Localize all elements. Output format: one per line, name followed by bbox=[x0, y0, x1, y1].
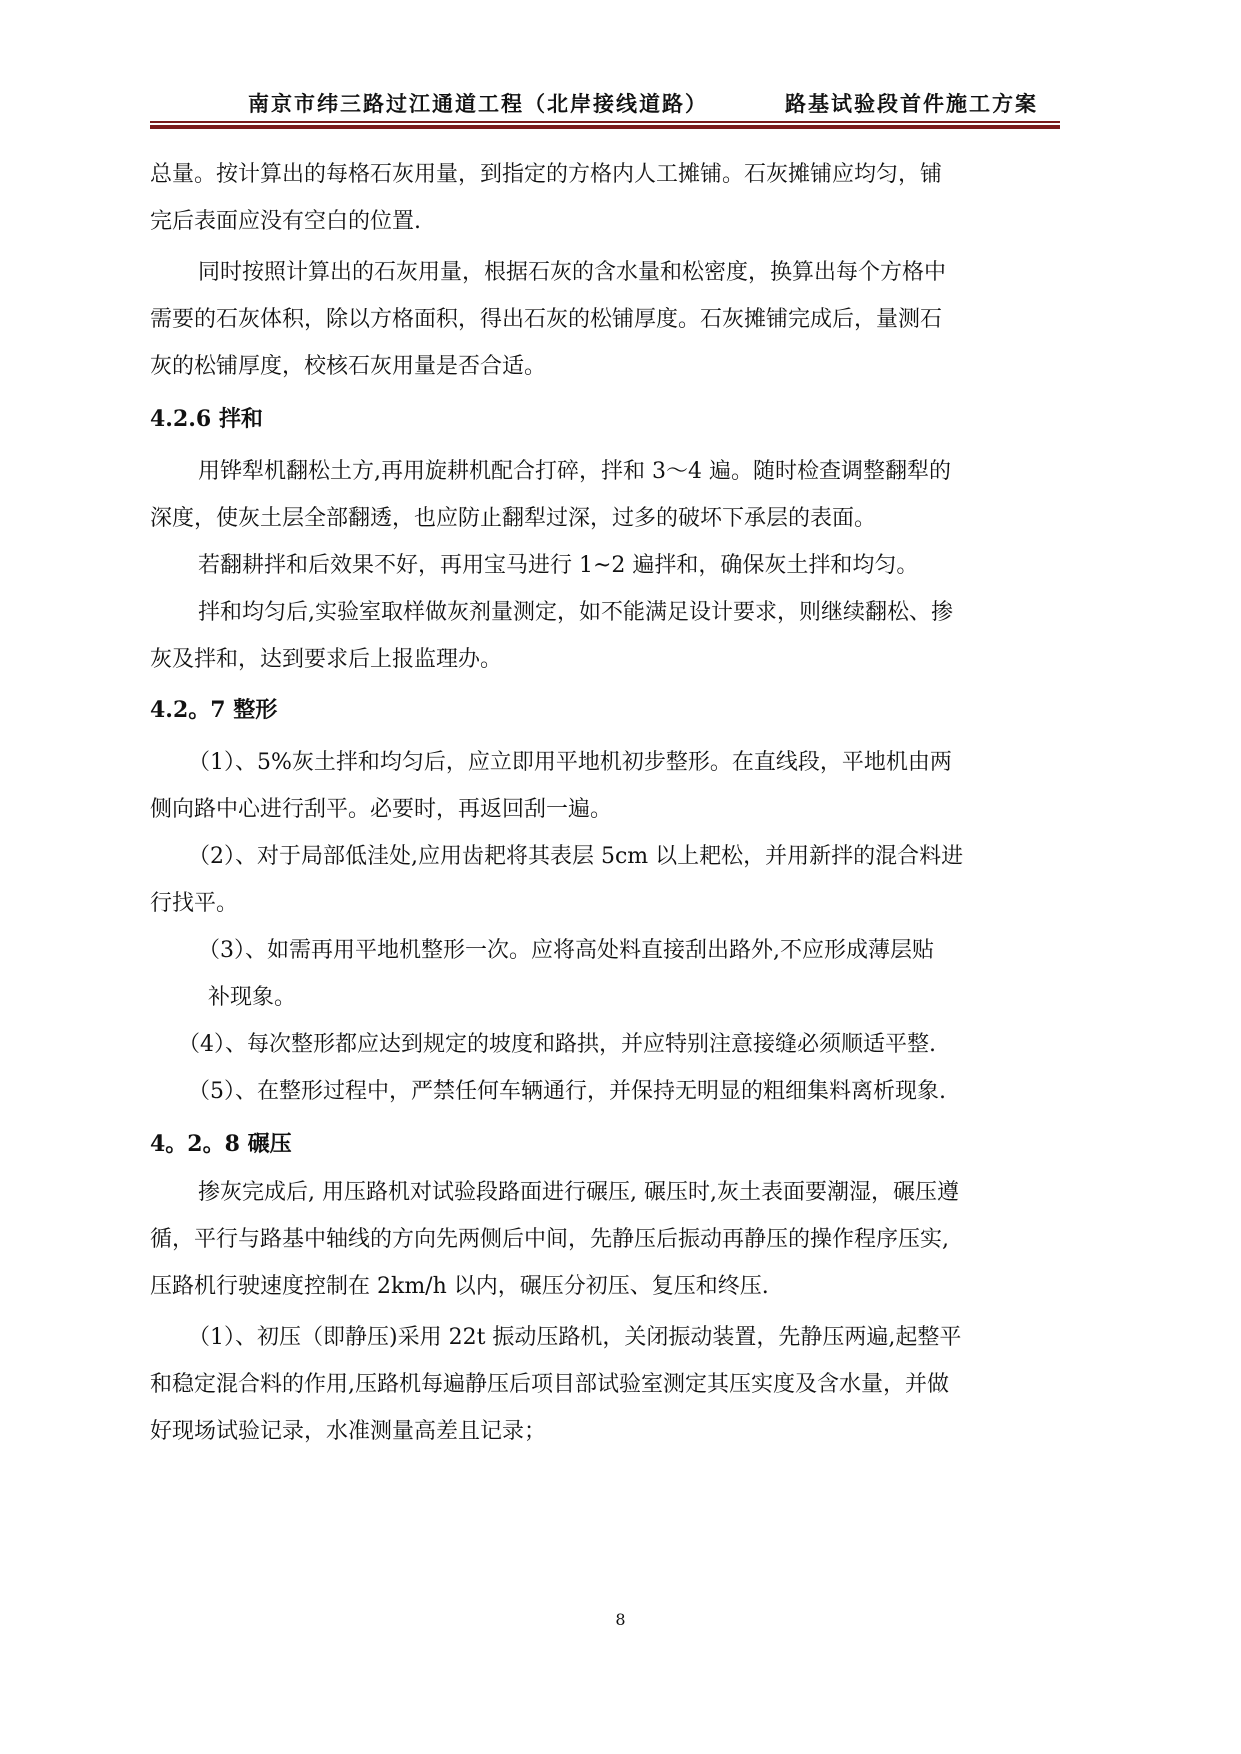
body-line: 灰及拌和，达到要求后上报监理办。 bbox=[150, 647, 503, 672]
body-line: 总量。按计算出的每格石灰用量，到指定的方格内人工摊铺。石灰摊铺应均匀，铺 bbox=[150, 162, 943, 187]
body-line: 好现场试验记录，水准测量高差且记录； bbox=[150, 1419, 547, 1444]
paragraph-first-line: 用铧犁机翻松土方,再用旋耕机配合打碎，拌和 3～4 遍。随时检查调整翻犁的 bbox=[198, 459, 951, 484]
list-item-line: （5）、在整形过程中，严禁任何车辆通行，并保持无明显的粗细集料离析现象. bbox=[188, 1079, 946, 1104]
body-line: 完后表面应没有空白的位置. bbox=[150, 209, 421, 234]
list-item-line: （4）、每次整形都应达到规定的坡度和路拱，并应特别注意接缝必须顺适平整. bbox=[178, 1032, 936, 1057]
list-item-line: （2）、对于局部低洼处,应用齿耙将其表层 5cm 以上耙松，并用新拌的混合料进 bbox=[188, 844, 964, 869]
body-line: 侧向路中心进行刮平。必要时，再返回刮一遍。 bbox=[150, 797, 613, 822]
header-rule-thick bbox=[150, 125, 1060, 129]
page-header bbox=[150, 84, 1060, 124]
body-line: 深度，使灰土层全部翻透，也应防止翻犁过深，过多的破坏下承层的表面。 bbox=[150, 506, 877, 531]
body-line: 需要的石灰体积，除以方格面积，得出石灰的松铺厚度。石灰摊铺完成后，量测石 bbox=[150, 307, 943, 332]
body-line: 和稳定混合料的作用,压路机每遍静压后项目部试验室测定其压实度及含水量，并做 bbox=[150, 1372, 949, 1397]
header-document-title: 路基试验段首件施工方案 bbox=[785, 91, 1038, 116]
paragraph-first-line: 掺灰完成后, 用压路机对试验段路面进行碾压, 碾压时,灰土表面要潮湿，碾压遵 bbox=[198, 1180, 959, 1205]
section-heading-4-2-6: 4.2.6 拌和 bbox=[150, 406, 263, 432]
list-item-line: （3）、如需再用平地机整形一次。应将高处料直接刮出路外,不应形成薄层贴 bbox=[198, 938, 934, 963]
body-line: 压路机行驶速度控制在 2km/h 以内，碾压分初压、复压和终压. bbox=[150, 1274, 769, 1299]
body-line: 循，平行与路基中轴线的方向先两侧后中间，先静压后振动再静压的操作程序压实, bbox=[150, 1227, 949, 1252]
body-line: 行找平。 bbox=[150, 891, 239, 916]
body-line: 补现象。 bbox=[208, 985, 297, 1010]
paragraph-first-line: 同时按照计算出的石灰用量，根据石灰的含水量和松密度，换算出每个方格中 bbox=[198, 260, 947, 285]
paragraph-first-line: 若翻耕拌和后效果不好，再用宝马进行 1~2 遍拌和，确保灰土拌和均匀。 bbox=[198, 553, 919, 578]
header-project-title: 南京市纬三路过江通道工程（北岸接线道路） bbox=[248, 91, 708, 116]
section-heading-4-2-7: 4.2。7 整形 bbox=[150, 697, 278, 723]
section-heading-4-2-8: 4。2。8 碾压 bbox=[150, 1131, 292, 1157]
body-line: 灰的松铺厚度，校核石灰用量是否合适。 bbox=[150, 354, 547, 379]
page-number: 8 bbox=[615, 1610, 626, 1629]
paragraph-first-line: 拌和均匀后,实验室取样做灰剂量测定，如不能满足设计要求，则继续翻松、掺 bbox=[198, 600, 953, 625]
list-item-line: （1）、5%灰土拌和均匀后，应立即用平地机初步整形。在直线段，平地机由两 bbox=[188, 750, 952, 775]
list-item-line: （1）、初压（即静压)采用 22t 振动压路机，关闭振动装置，先静压两遍,起整平 bbox=[188, 1325, 962, 1350]
header-rule-thin bbox=[150, 121, 1060, 123]
